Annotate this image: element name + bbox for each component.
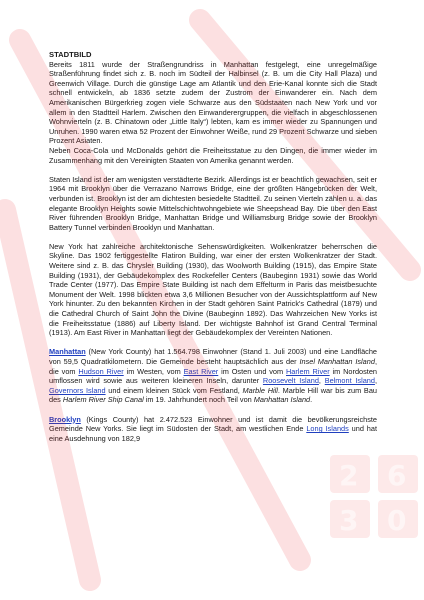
paragraph-history: Bereits 1811 wurde der Straßengrundriss in Manhattan festgelegt, eine unregelmäßige Straßenführung findet sich z. B. noch im Südteil der Halbinsel (z. B. um die City Hall Plaza) und Greenwich Village. Durch die günstige Lage am Atlantik und den Erie-Kanal konnte sich die Stadt schnell entwickeln, ab 1836 setzte zudem der Zustrom der Einwanderer ein. Nach dem Amerikanischen Bürgerkrieg zogen viele Schwarze aus den Südstaaten nach New York und vor allem in den Stadtteil Harlem. Zwischen den Einwanderergruppen, die vielfach in abgeschlossenen Wohnvierteln (z. B. Chinatown oder „Little Italy“) lebten, kam es immer wieder zu Spannungen und Unruhen. 1990 waren etwa 52 Prozent der Einwohner Weiße, rund 29 Prozent Schwarze und sieben Prozent Asiaten. xyxy=(49,59,377,146)
link-belmont-island[interactable]: Belmont Island xyxy=(324,376,375,386)
link-governors-island[interactable]: Governors Island xyxy=(49,385,106,395)
link-east-river[interactable]: East River xyxy=(183,366,219,376)
svg-text:6: 6 xyxy=(387,459,407,492)
paragraph-staten-island: Staten Island ist der am wenigsten verstädterte Bezirk. Allerdings ist er beachtlich gewachsen, seit er 1964 mit Brooklyn über die Verrazano Narrows Bridge, eine der größten Hängebrücken der Welt, verbunden ist. Brooklyn ist der am dichtesten besiedelte Stadtteil. Zu seinen Vierteln zählen u. a. das elegante Brooklyn Heights sowie Mittelschichtwohngebiete wie Sheepshead Bay. Die über den East River führenden Brooklyn Bridge, Manhattan Bridge und Williamsburg Bridge sowie der Brooklyn Battery Tunnel verbinden Brooklyn und Manhattan. xyxy=(49,174,377,232)
document-body xyxy=(49,50,377,443)
link-brooklyn[interactable]: Brooklyn xyxy=(49,414,81,424)
link-long-islands[interactable]: Long Islands xyxy=(306,424,349,434)
svg-text:0: 0 xyxy=(387,504,407,537)
link-hudson-river[interactable]: Hudson River xyxy=(78,366,124,376)
paragraph-manhattan: Manhattan (New York County) hat 1.564.798 Einwohner (Stand 1. Juli 2003) und eine Landfläche von 59,5 Quadratkilometern. Die Gemeinde besteht hauptsächlich aus der Insel Manhattan Island, die vom Hudson River im Westen, vom East River im Osten und vom Harlem River im Nordosten umflossen wird sowie aus weiteren kleineren Inseln, darunter Roosevelt Island, Belmont Island, Governors Island und einem kleinen Stück vom Festland, Marble Hill. Marble Hill war bis zum Bau des Harlem River Ship Canal im 19. Jahrhundert noch Teil von Manhattan Island. xyxy=(49,347,378,405)
paragraph-symbols: Neben Coca-Cola und McDonalds gehört die Freiheitsstatue zu den Dingen, die immer wieder im Zusammenhang mit den Vereinigten Staaten von Amerika genannt werden. xyxy=(49,145,377,165)
section-heading: STADTBILD xyxy=(49,50,92,59)
link-manhattan[interactable]: Manhattan xyxy=(49,347,86,357)
svg-text:3: 3 xyxy=(339,504,359,537)
paragraph-architecture: New York hat zahlreiche architektonische Sehenswürdigkeiten. Wolkenkratzer beherrschen die Skyline. Das 1902 fertiggestellte Flatiron Building, war einer der ersten Wolkenkratzer der Stadt. Weitere sind z. B. das Chrysler Building (1930), das Woolworth Building (1915), das Empire State Building (1931), der Gebäudekomplex des Rockefeller Centers (Baubeginn 1931) sowie das World Trade Center (1977). Das Empire State Building ist nach dem Effelturm in Paris das meistbesuchte Monument der Welt. 1998 blickten etwa 3,6 Millionen Besucher von der Aussichtsplattform auf New York hinunter. Zu den bekannten Kirchen in der Stadt gehören Saint Patrick's Cathedral (1879) und die Cathedral Church of Saint John the Divine (Baubeginn 1892). Das Wahrzeichen New Yorks ist die Freiheitsstatue (1886) auf Liberty Island. Der wichtigste Bahnhof ist Grand Central Terminal (1913). Am East River in Manhattan liegt der Gebäudekomplex der Vereinten Nationen. xyxy=(49,241,377,338)
link-harlem-river[interactable]: Harlem River xyxy=(286,366,330,376)
link-roosevelt-island[interactable]: Roosevelt Island xyxy=(262,376,319,386)
paragraph-brooklyn: Brooklyn (Kings County) hat 2.472.523 Einwohner und ist damit die bevölkerungsreichste Gemeinde New Yorks. Sie liegt im Südosten der Stadt, am westlichen Ende Long Islands und hat eine Ausdehnung von 182,9 xyxy=(49,414,377,443)
svg-text:2: 2 xyxy=(339,459,359,492)
